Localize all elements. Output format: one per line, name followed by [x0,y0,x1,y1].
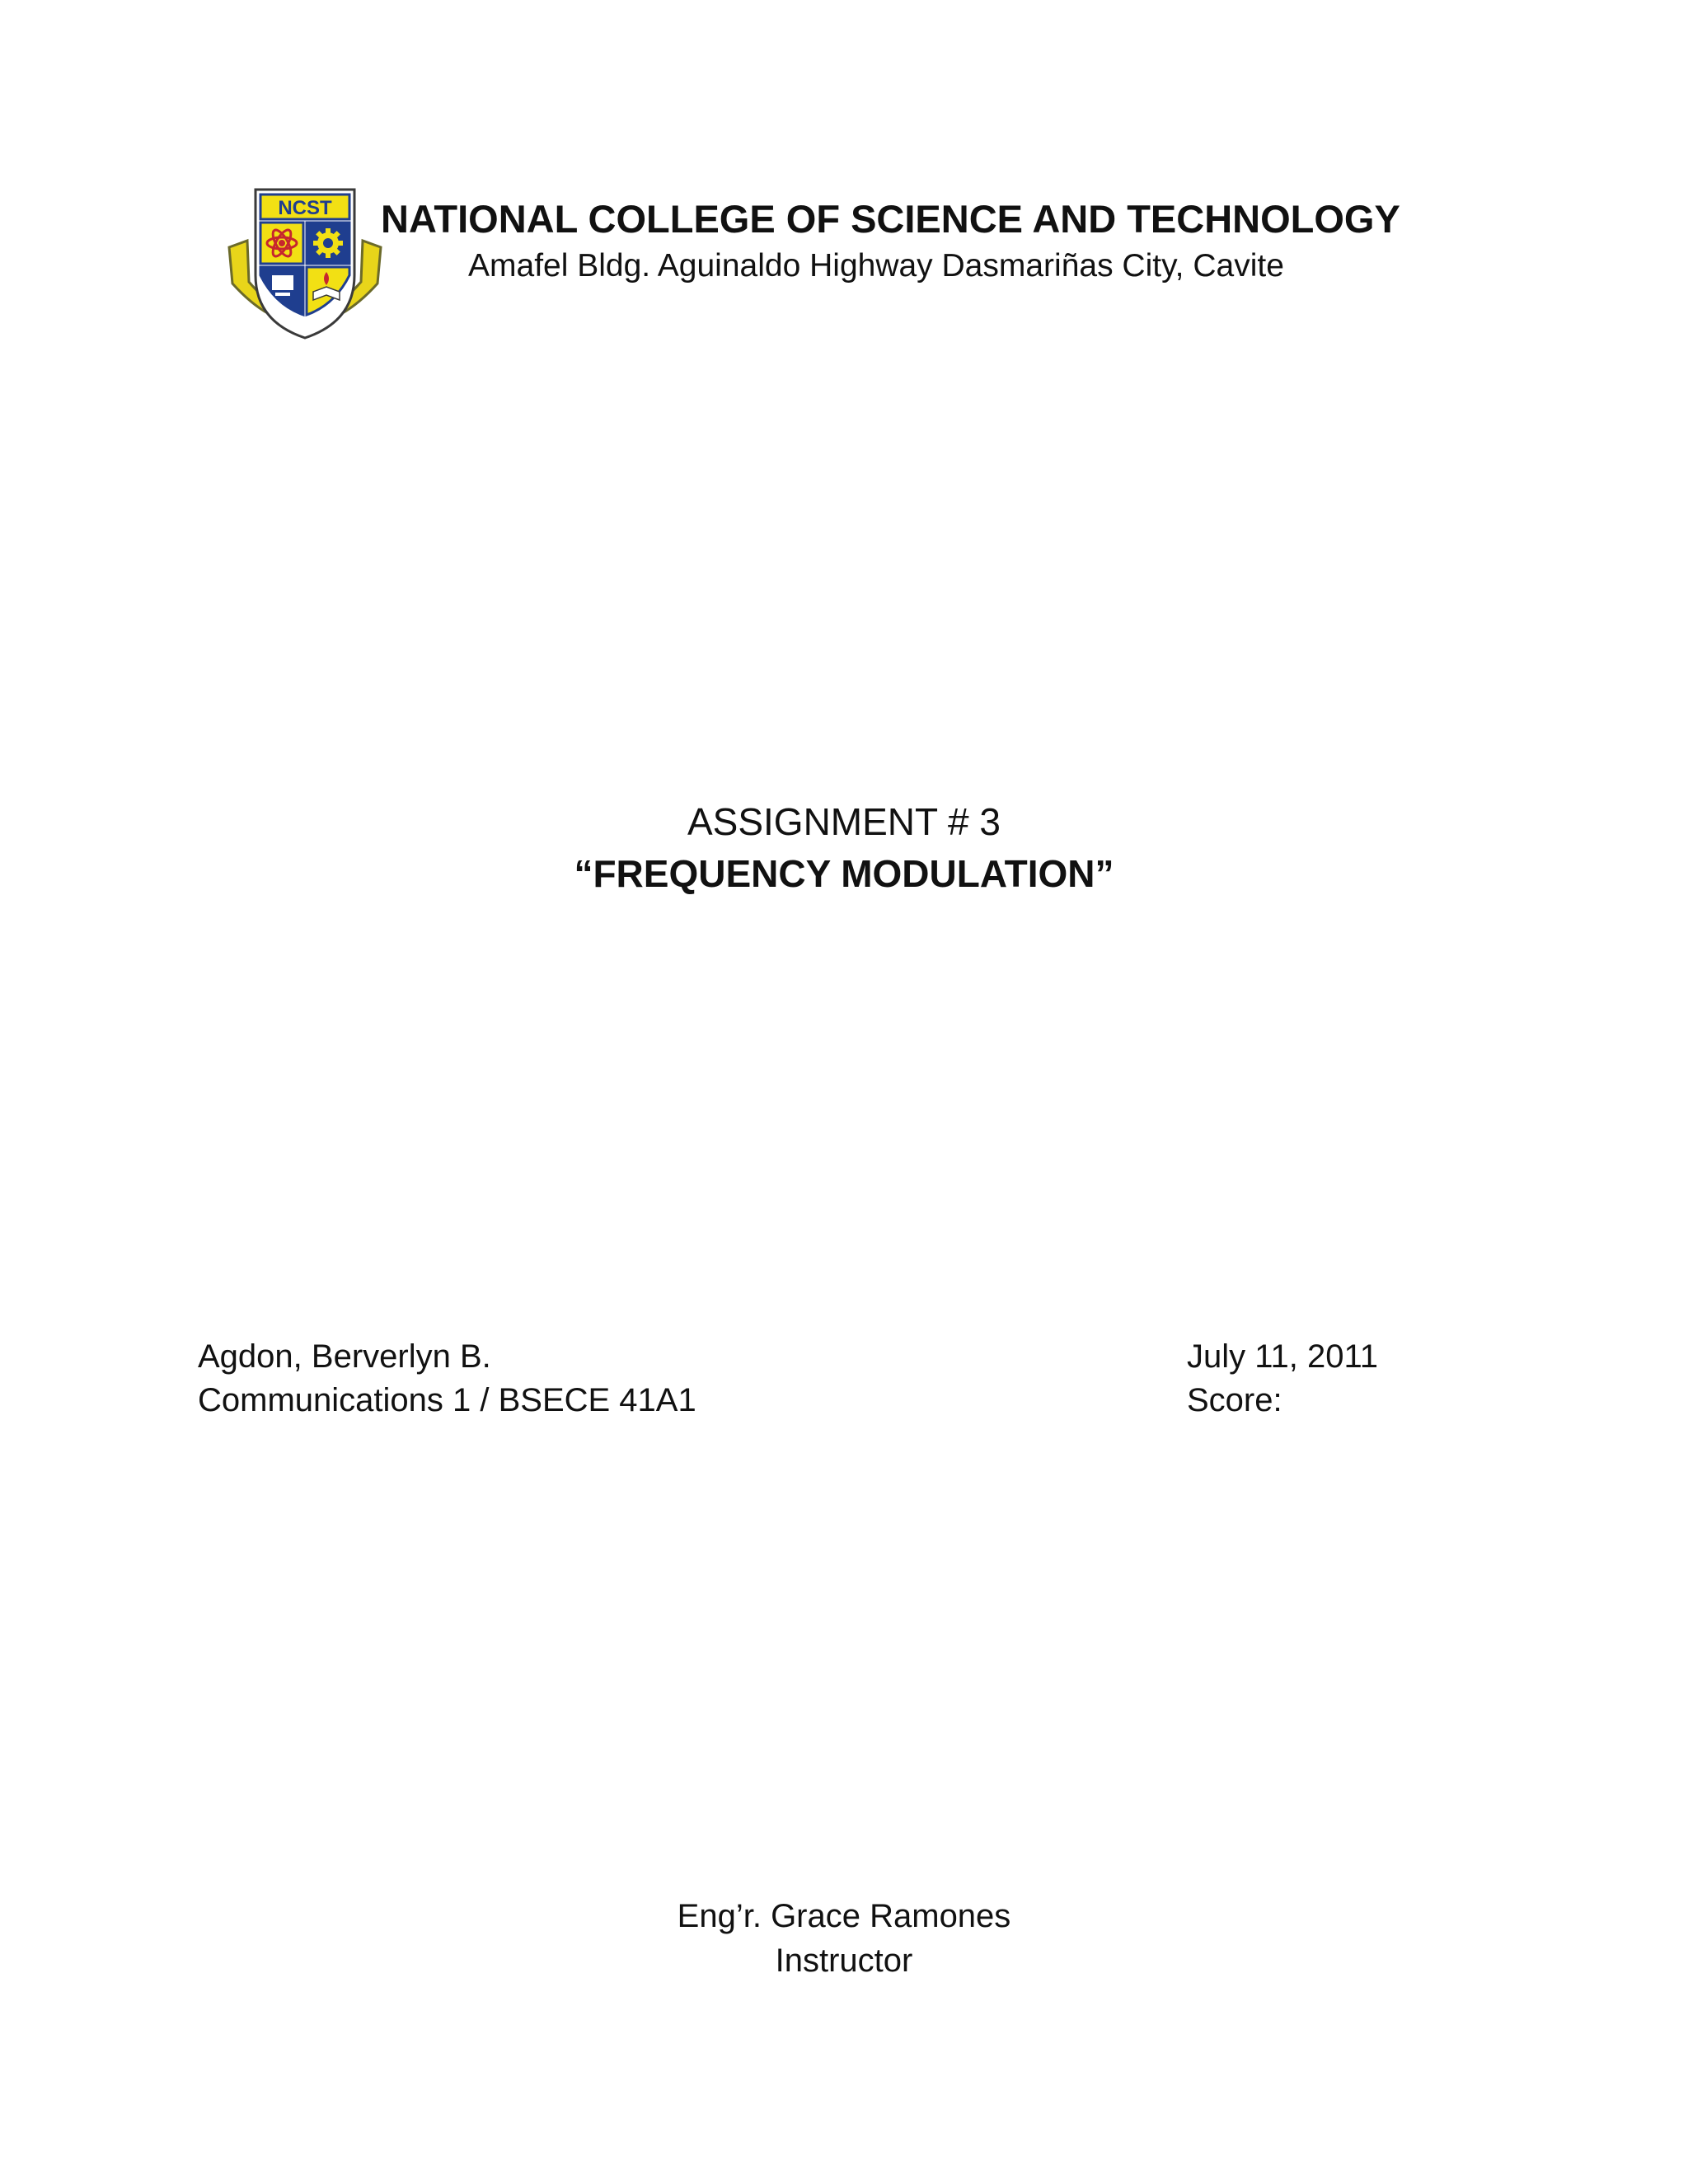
student-course: Communications 1 / BSECE 41A1 [198,1382,696,1418]
school-address: Amafel Bldg. Aguinaldo Highway Dasmariñas City, Cavite [468,248,1284,284]
title-block [0,797,1688,901]
student-name: Agdon, Berverlyn B. [198,1338,491,1375]
score-label: Score: [1187,1382,1282,1418]
assignment-topic: “FREQUENCY MODULATION” [574,852,1114,895]
assignment-number: ASSIGNMENT # 3 [687,800,1001,843]
instructor-name: Eng’r. Grace Ramones [677,1898,1011,1934]
ncst-seal-logo-icon [224,183,386,344]
instructor-block [0,1894,1688,1983]
date-score [1187,1335,1378,1422]
student-info [198,1335,696,1422]
logo-text: NCST [278,197,332,219]
school-name: NATIONAL COLLEGE OF SCIENCE AND TECHNOLOGY [381,197,1400,241]
submission-date: July 11, 2011 [1187,1338,1379,1375]
instructor-role: Instructor [775,1943,913,1979]
